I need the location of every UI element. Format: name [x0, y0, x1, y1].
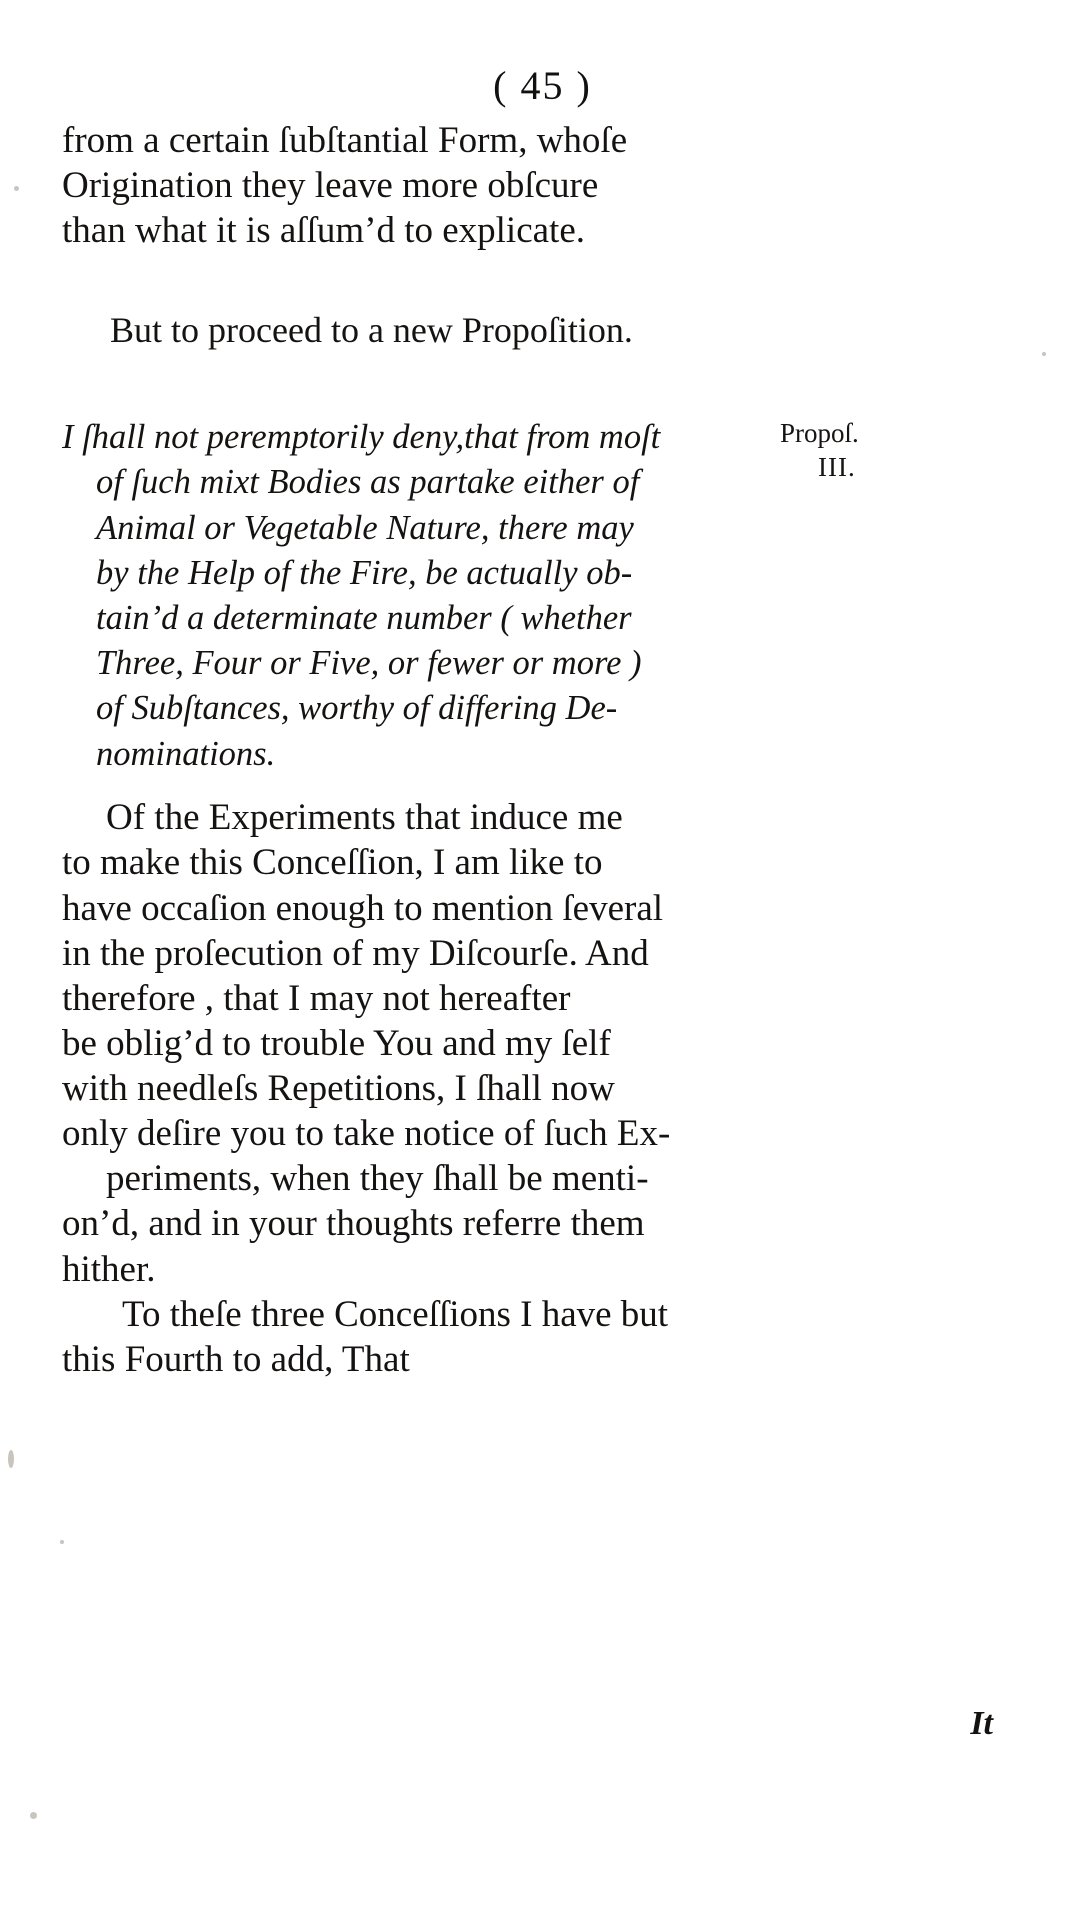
text-line: have occaſion enough to mention ſeveral: [62, 887, 664, 929]
scan-speck: [8, 1450, 14, 1468]
scan-speck: [1042, 352, 1046, 356]
text-line: from a certain ſubſtantial Form, whoſe: [62, 120, 628, 161]
text-line: I ſhall not peremptorily deny,that from moſt: [62, 418, 661, 457]
page-content: [62, 118, 1022, 1382]
text-line: in the proſecution of my Diſcourſe. And: [62, 932, 649, 974]
text-line: only deſire you to take notice of ſuch Ex-: [62, 1113, 671, 1155]
proposition-block: [62, 415, 1022, 795]
paragraph-final: [62, 1292, 962, 1382]
scan-speck: [30, 1812, 37, 1819]
text-line: periments, when they ſhall be menti-: [106, 1158, 649, 1200]
text-line: to make this Conceſſion, I am like to: [62, 842, 603, 884]
paragraph-proceed: But to proceed to a new Propoſition.: [110, 310, 633, 351]
proposition-text: [62, 415, 762, 777]
text-line: of Subſtances, worthy of differing De-: [96, 689, 618, 728]
text-line: tain’d a determinate number ( whether: [96, 599, 632, 638]
text-line: be oblig’d to trouble You and my ſelf: [62, 1022, 611, 1064]
text-line: hither.: [62, 1248, 156, 1290]
catchword: It: [970, 1705, 993, 1742]
text-line: with needleſs Repetitions, I ſhall now: [62, 1068, 615, 1110]
text-line: this Fourth to add, That: [62, 1338, 410, 1380]
text-line: nominations.: [96, 734, 276, 773]
text-line: of ſuch mixt Bodies as partake either of: [96, 463, 640, 502]
text-line: Of the Experiments that induce me: [106, 797, 623, 839]
marginal-note-number: III.: [818, 452, 856, 483]
text-line: than what it is aſſum’d to explicate.: [62, 210, 586, 252]
text-line: on’d, and in your thoughts referre them: [62, 1203, 645, 1245]
paragraph-experiments: [62, 795, 962, 1291]
page-number: ( 45 ): [493, 63, 592, 108]
scan-speck: [14, 186, 19, 191]
paragraph-opening: [62, 118, 762, 253]
text-line: Animal or Vegetable Nature, there may: [96, 508, 634, 547]
text-line: therefore , that I may not hereafter: [62, 977, 571, 1019]
marginal-note-label: Propoſ.: [780, 418, 859, 449]
marginal-note: [780, 417, 1000, 485]
scan-speck: [60, 1540, 64, 1544]
text-line: To theſe three Conceſſions I have but: [122, 1293, 669, 1335]
text-line: Origination they leave more obſcure: [62, 165, 599, 207]
text-line: by the Help of the Fire, be actually ob-: [96, 553, 633, 592]
text-line: Three, Four or Five, or fewer or more ): [96, 644, 642, 683]
